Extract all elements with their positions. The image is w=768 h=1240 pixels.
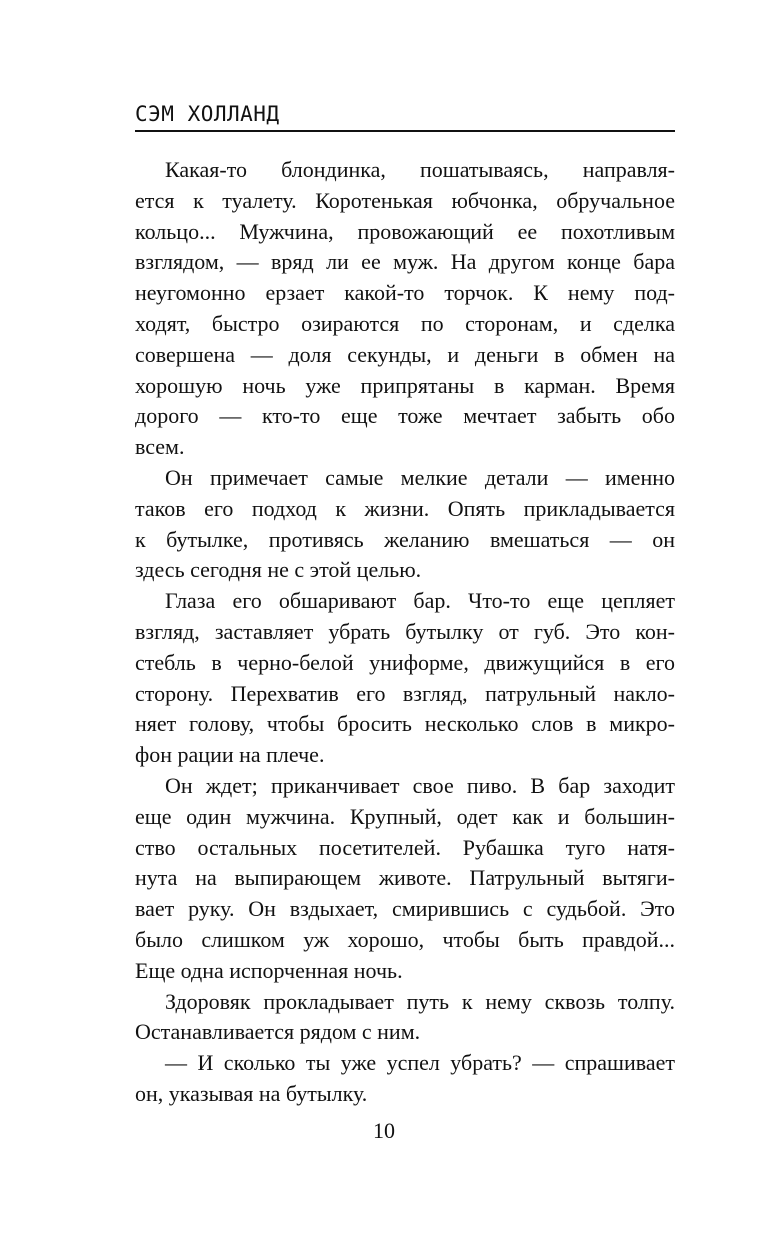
text-line: Какая-то блондинка, пошатываясь, направля- — [165, 157, 675, 182]
text-line: ется к туалету. Коротенькая юбчонка, обручальное — [135, 187, 675, 213]
text-line: таков его подход к жизни. Опять прикладывается — [135, 495, 675, 521]
text-line: фон рации на плече. — [135, 742, 325, 768]
paragraph-6 — [135, 1048, 675, 1110]
text-line: было слишком уж хорошо, чтобы быть правдой... — [135, 926, 675, 952]
text-line: здесь сегодня не с этой целью. — [135, 557, 422, 583]
text-line: Еще одна испорченная ночь. — [135, 957, 403, 983]
page-number: 10 — [373, 1118, 395, 1143]
text-line: кольцо... Мужчина, провожающий ее похотливым — [135, 218, 675, 244]
paragraph-1 — [135, 155, 675, 463]
text-line: стебль в черно-белой униформе, движущийся в его — [135, 649, 675, 675]
text-line: сторону. Перехватив его взгляд, патрульный накло- — [135, 680, 675, 706]
body-text — [135, 155, 675, 1110]
text-line: Он ждет; приканчивает свое пиво. В бар заходит — [165, 772, 675, 798]
text-line: хорошую ночь уже припрятаны в карман. Время — [135, 372, 675, 398]
text-line: совершена — доля секунды, и деньги в обмен на — [135, 341, 675, 367]
text-line: Здоровяк прокладывает путь к нему сквозь толпу. — [165, 988, 675, 1014]
paragraph-2 — [135, 463, 675, 586]
text-line: он, указывая на бутылку. — [135, 1080, 368, 1106]
text-line: вает руку. Он вздыхает, смирившись с судьбой. Это — [135, 896, 675, 922]
paragraph-4 — [135, 771, 675, 987]
text-line: ство остальных посетителей. Рубашка туго натя- — [135, 834, 675, 860]
text-line: няет голову, чтобы бросить несколько слов в микро- — [135, 711, 675, 737]
text-line: взглядом, — вряд ли ее муж. На другом конце бара — [135, 249, 675, 275]
text-line: Он примечает самые мелкие детали — именно — [165, 464, 675, 490]
text-line: дорого — кто-то еще тоже мечтает забыть обо — [135, 403, 675, 429]
text-line: неугомонно ерзает какой-то торчок. К нему под- — [135, 280, 675, 306]
text-line: Останавливается рядом с ним. — [135, 1019, 421, 1045]
text-line: всем. — [135, 434, 185, 460]
running-head — [135, 102, 675, 132]
text-line: взгляд, заставляет убрать бутылку от губ. Это кон- — [135, 618, 675, 644]
running-head-title: СЭМ ХОЛЛАНД — [135, 102, 280, 126]
text-line: к бутылке, противясь желанию вмешаться — он — [135, 526, 675, 552]
text-line: ходят, быстро озираются по сторонам, и сделка — [135, 310, 675, 336]
paragraph-3 — [135, 586, 675, 771]
text-line: нута на выпирающем животе. Патрульный вытяги- — [135, 865, 675, 891]
text-line: Глаза его обшаривают бар. Что-то еще цепляет — [165, 588, 675, 614]
text-line: — И сколько ты уже успел убрать? — спрашивает — [165, 1050, 675, 1076]
paragraph-5 — [135, 987, 675, 1049]
text-line: еще один мужчина. Крупный, одет как и большин- — [135, 803, 675, 829]
